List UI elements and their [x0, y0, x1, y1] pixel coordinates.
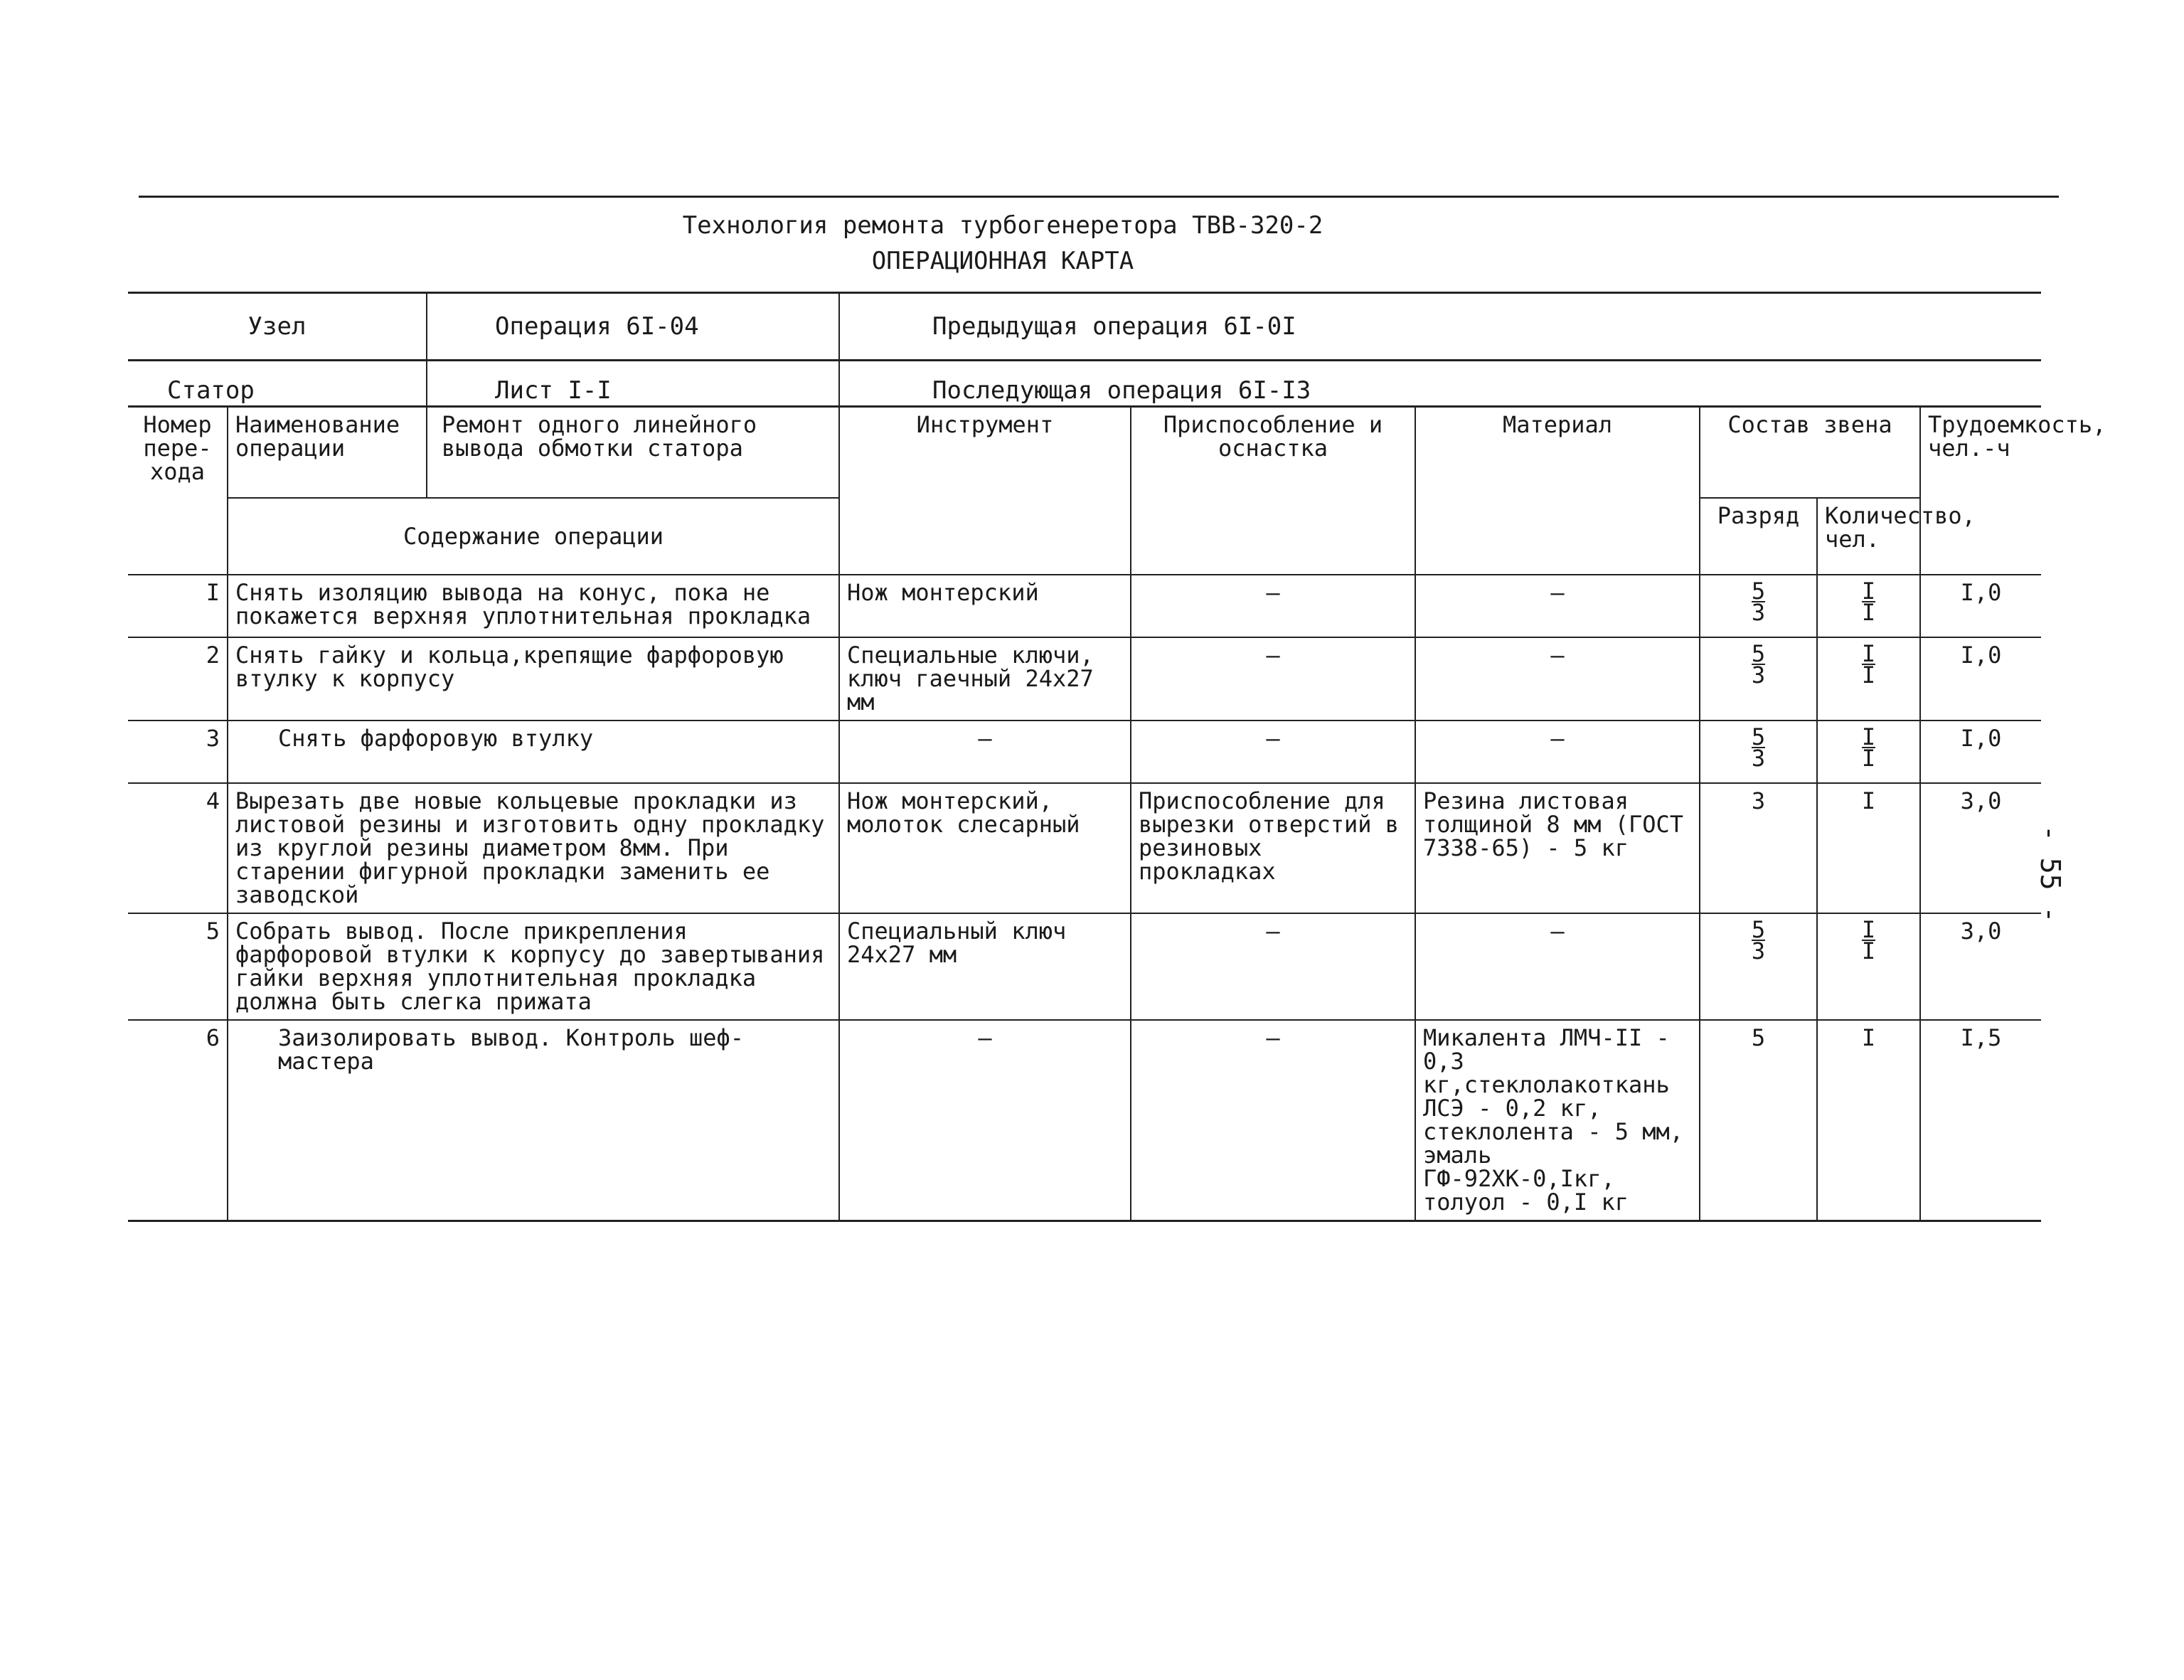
row-material: – [1415, 575, 1700, 637]
col-grade-header: Разряд [1700, 498, 1817, 575]
row-number: 3 [128, 721, 228, 783]
col-number-header: Номер пере-хода [128, 407, 228, 575]
row-number: I [128, 575, 228, 637]
row-labor: 3,0 [1920, 783, 2041, 913]
document-subtitle: ОПЕРАЦИОННАЯ КАРТА [871, 247, 1134, 275]
row-content: Вырезать две новые кольцевые прокладки из листовой резины и изготовить одну прокладку из круглой резины диаметром 8мм. При старении фигурной прокладки заменить ее заводской [228, 783, 839, 913]
next-operation: Последующая операция 6I-I3 [839, 361, 2041, 420]
col-content-header: Содержание операции [228, 498, 839, 575]
row-count: I [1817, 783, 1920, 913]
row-material: – [1415, 913, 1700, 1020]
row-number: 5 [128, 913, 228, 1020]
col-labor-header: Трудоемкость, чел.-ч [1920, 407, 2041, 575]
row-labor: I,0 [1920, 637, 2041, 721]
operation-number: Операция 6I-04 [427, 293, 839, 361]
row-number: 4 [128, 783, 228, 913]
row-grade: $\frac{5}{3}$ [1700, 575, 1817, 637]
table-row [128, 783, 2041, 913]
row-content: Снять гайку и кольца,крепящие фарфоровую втулку к корпусу [228, 637, 839, 721]
row-grade: $\frac{5}{3}$ [1700, 721, 1817, 783]
table-row [128, 913, 2041, 1020]
table-row [128, 575, 2041, 637]
row-grade: 5 [1700, 1020, 1817, 1221]
row-count: $\frac{I}{I}$ [1817, 913, 1920, 1020]
node-label: Узел [128, 293, 427, 361]
col-name-value: Ремонт одного линейного вывода обмотки статора [427, 407, 839, 499]
row-material: Резина листовая толщиной 8 мм (ГОСТ 7338-65) - 5 кг [1415, 783, 1700, 913]
page-number: - 55 - [2035, 825, 2066, 923]
previous-operation: Предыдущая операция 6I-0I [839, 293, 2041, 361]
col-tool-header: Инструмент [839, 407, 1131, 575]
col-name-label: Наименование операции [228, 407, 427, 499]
row-labor: I,0 [1920, 721, 2041, 783]
row-fixture: – [1131, 913, 1415, 1020]
row-fixture: Приспособление для вырезки отверстий в резиновых прокладках [1131, 783, 1415, 913]
col-count-header: Количество, чел. [1817, 498, 1920, 575]
row-count: $\frac{I}{I}$ [1817, 721, 1920, 783]
table-row [128, 1020, 2041, 1221]
operations-table [128, 405, 2106, 1222]
row-grade: 3 [1700, 783, 1817, 913]
row-number: 2 [128, 637, 228, 721]
row-fixture: – [1131, 575, 1415, 637]
row-labor: I,0 [1920, 575, 2041, 637]
row-tool: Нож монтерский [839, 575, 1131, 637]
row-grade: $\frac{5}{3}$ [1700, 637, 1817, 721]
row-material: – [1415, 637, 1700, 721]
row-labor: 3,0 [1920, 913, 2041, 1020]
row-tool: Специальные ключи, ключ гаечный 24х27 мм [839, 637, 1131, 721]
table-row [128, 721, 2041, 783]
row-number: 6 [128, 1020, 228, 1221]
row-count: $\frac{I}{I}$ [1817, 637, 1920, 721]
row-content: Снять фарфоровую втулку [228, 721, 839, 783]
node-value: Статор [128, 361, 427, 420]
row-tool: Специальный ключ 24х27 мм [839, 913, 1131, 1020]
row-count: I [1817, 1020, 1920, 1221]
table-row [128, 637, 2041, 721]
document-title: Технология ремонта турбогенеретора ТВВ-320-2 [682, 211, 1323, 240]
row-tool: – [839, 721, 1131, 783]
document-header [139, 208, 1867, 279]
row-tool: Нож монтерский, молоток слесарный [839, 783, 1131, 913]
col-crew-header: Состав звена [1700, 407, 1920, 499]
row-content: Собрать вывод. После прикрепления фарфоровой втулки к корпусу до завертывания гайки верхняя уплотнительная прокладка должна быть слегка прижата [228, 913, 839, 1020]
sheet-number: Лист I-I [427, 361, 839, 420]
row-material: – [1415, 721, 1700, 783]
row-fixture: – [1131, 1020, 1415, 1221]
row-content: Заизолировать вывод. Контроль шеф-мастера [228, 1020, 839, 1221]
col-fixture-header: Приспособление и оснастка [1131, 407, 1415, 575]
row-count: $\frac{I}{I}$ [1817, 575, 1920, 637]
row-content: Снять изоляцию вывода на конус, пока не покажется верхняя уплотнительная прокладка [228, 575, 839, 637]
top-rule [139, 196, 2059, 198]
row-grade: $\frac{5}{3}$ [1700, 913, 1817, 1020]
col-material-header: Материал [1415, 407, 1700, 575]
row-fixture: – [1131, 637, 1415, 721]
row-tool: – [839, 1020, 1131, 1221]
row-material: Микалента ЛМЧ-II - 0,3 кг,стеклолакоткань ЛСЭ - 0,2 кг, стеклолента - 5 мм, эмаль ГФ-92ХК-0,Iкг, толуол - 0,I кг [1415, 1020, 1700, 1221]
row-fixture: – [1131, 721, 1415, 783]
row-labor: I,5 [1920, 1020, 2041, 1221]
header-table [128, 292, 2041, 420]
